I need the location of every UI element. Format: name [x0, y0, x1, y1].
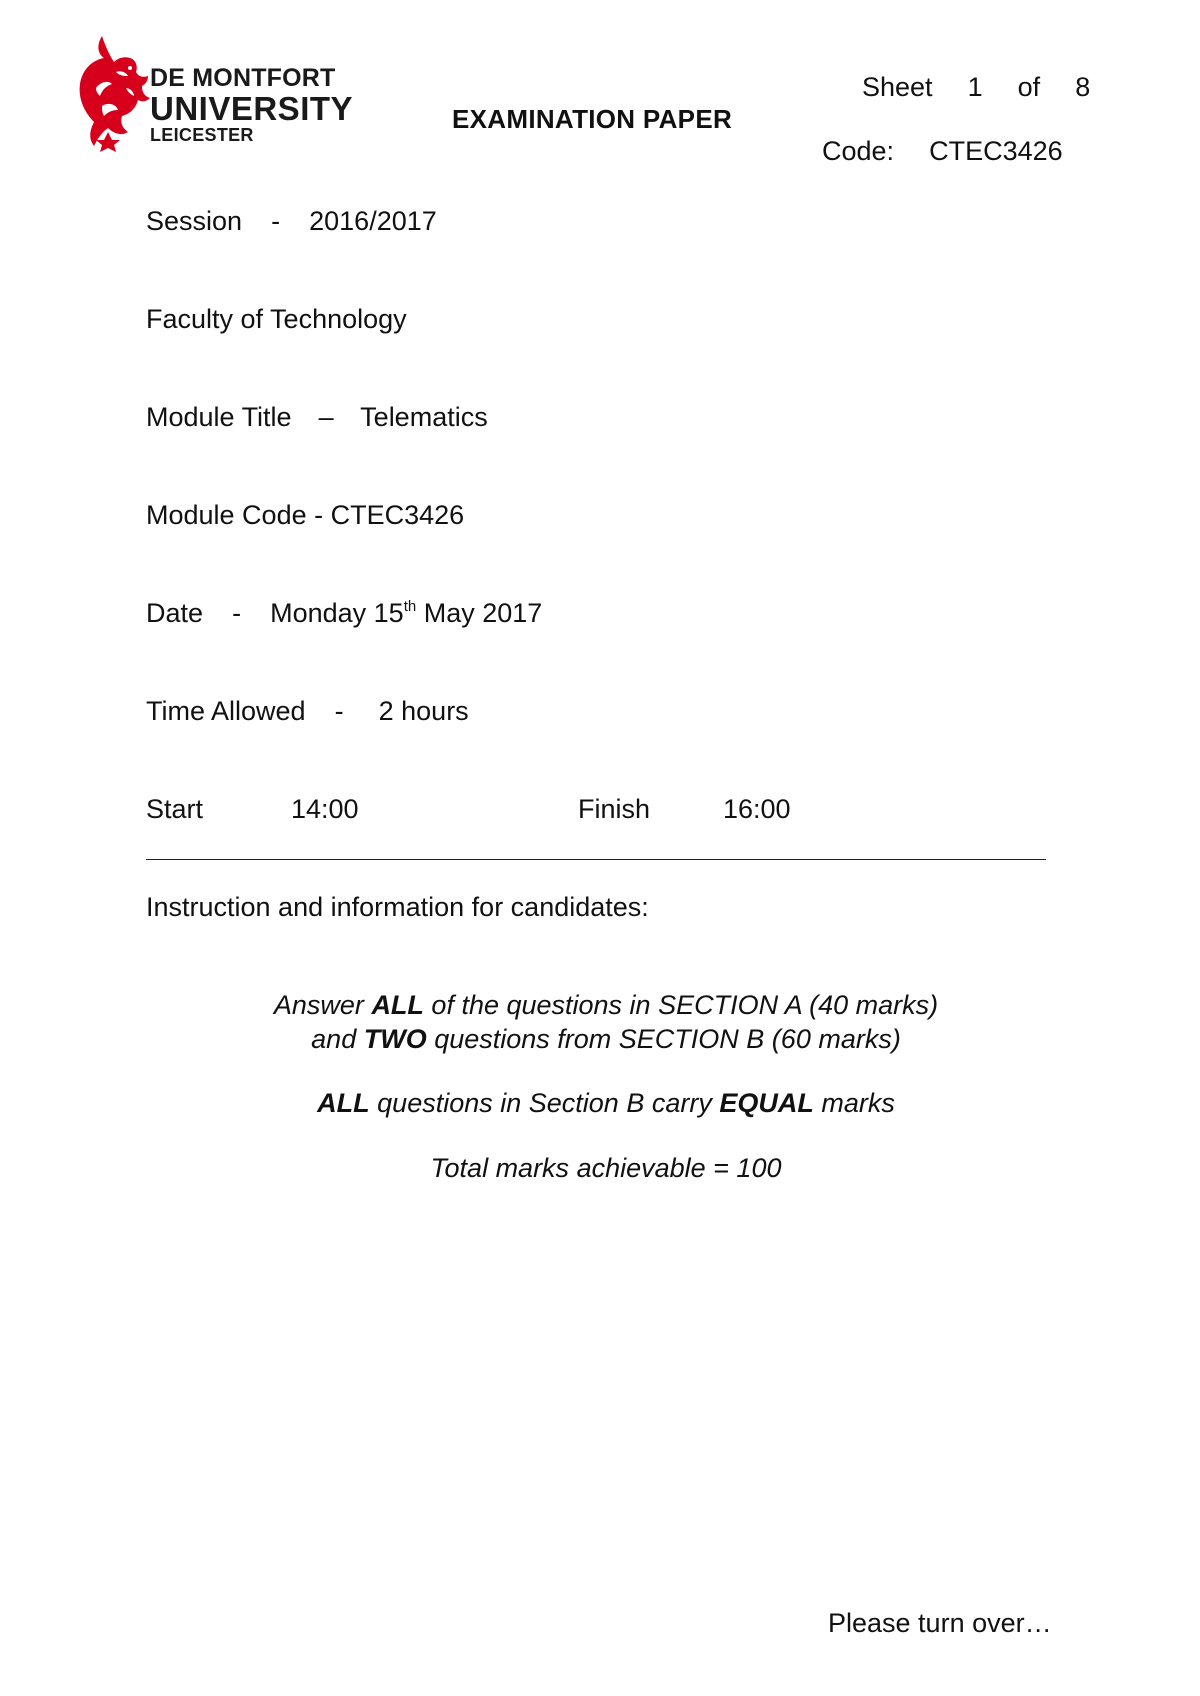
start-time: 14:00	[291, 794, 359, 824]
instruction-emphasis: EQUAL	[719, 1088, 814, 1118]
time-allowed-label: Time Allowed	[146, 696, 306, 726]
date-field	[146, 598, 542, 629]
faculty-field: Faculty of Technology	[146, 304, 407, 334]
code-value: CTEC3426	[929, 136, 1063, 166]
start-label: Start	[146, 794, 204, 824]
instruction-line-1	[146, 990, 1066, 1021]
university-logo	[72, 32, 362, 152]
time-allowed-field	[146, 696, 469, 727]
date-separator: -	[232, 598, 242, 628]
page-title: EXAMINATION PAPER	[452, 104, 733, 134]
time-allowed-value: 2 hours	[378, 696, 469, 726]
session-label: Session	[146, 206, 243, 236]
sheet-label: Sheet	[862, 72, 933, 102]
finish-time: 16:00	[723, 794, 791, 824]
instruction-line-2	[146, 1024, 1066, 1055]
module-title-label: Module Title	[146, 402, 292, 432]
logo-line-university: UNIVERSITY	[150, 90, 354, 127]
date-label: Date	[146, 598, 204, 628]
sheet-number: 1	[967, 72, 983, 102]
sheet-indicator	[862, 72, 1090, 103]
date-month-year: May 2017	[423, 598, 543, 628]
instruction-text: of the questions in SECTION A (40 marks)	[423, 990, 939, 1020]
module-code-field: Module Code - CTEC3426	[146, 500, 465, 530]
session-value: 2016/2017	[309, 206, 437, 236]
date-suffix: th	[403, 598, 417, 615]
logo-line-de-montfort: DE MONTFORT	[150, 64, 336, 92]
module-title-value: Telematics	[360, 402, 488, 432]
instruction-emphasis: ALL	[371, 990, 424, 1020]
section-divider	[146, 859, 1046, 860]
module-title-field	[146, 402, 488, 433]
session-separator: -	[271, 206, 281, 236]
please-turn-over: Please turn over…	[828, 1608, 1052, 1638]
time-allowed-separator: -	[334, 696, 344, 726]
instruction-emphasis: TWO	[363, 1024, 427, 1054]
instruction-line-3	[146, 1088, 1066, 1119]
instruction-emphasis: ALL	[317, 1088, 370, 1118]
finish-label: Finish	[578, 794, 651, 824]
instruction-text: questions from SECTION B (60 marks)	[426, 1024, 901, 1054]
instruction-text: marks	[813, 1088, 895, 1118]
logo-line-leicester: LEICESTER	[150, 125, 254, 145]
instruction-text: and	[311, 1024, 364, 1054]
paper-code	[822, 136, 1063, 167]
total-marks: Total marks achievable = 100	[430, 1153, 782, 1183]
date-day: Monday 15	[270, 598, 404, 628]
code-label: Code:	[822, 136, 895, 166]
sheet-total: 8	[1075, 72, 1091, 102]
dmu-lion-icon	[72, 32, 152, 152]
instructions-heading: Instruction and information for candidates:	[146, 892, 649, 922]
session-field	[146, 206, 437, 237]
instruction-text: Answer	[273, 990, 372, 1020]
logo-wordmark	[150, 66, 353, 144]
module-title-separator: –	[318, 402, 334, 432]
instruction-text: questions in Section B carry	[369, 1088, 720, 1118]
sheet-of: of	[1017, 72, 1041, 102]
